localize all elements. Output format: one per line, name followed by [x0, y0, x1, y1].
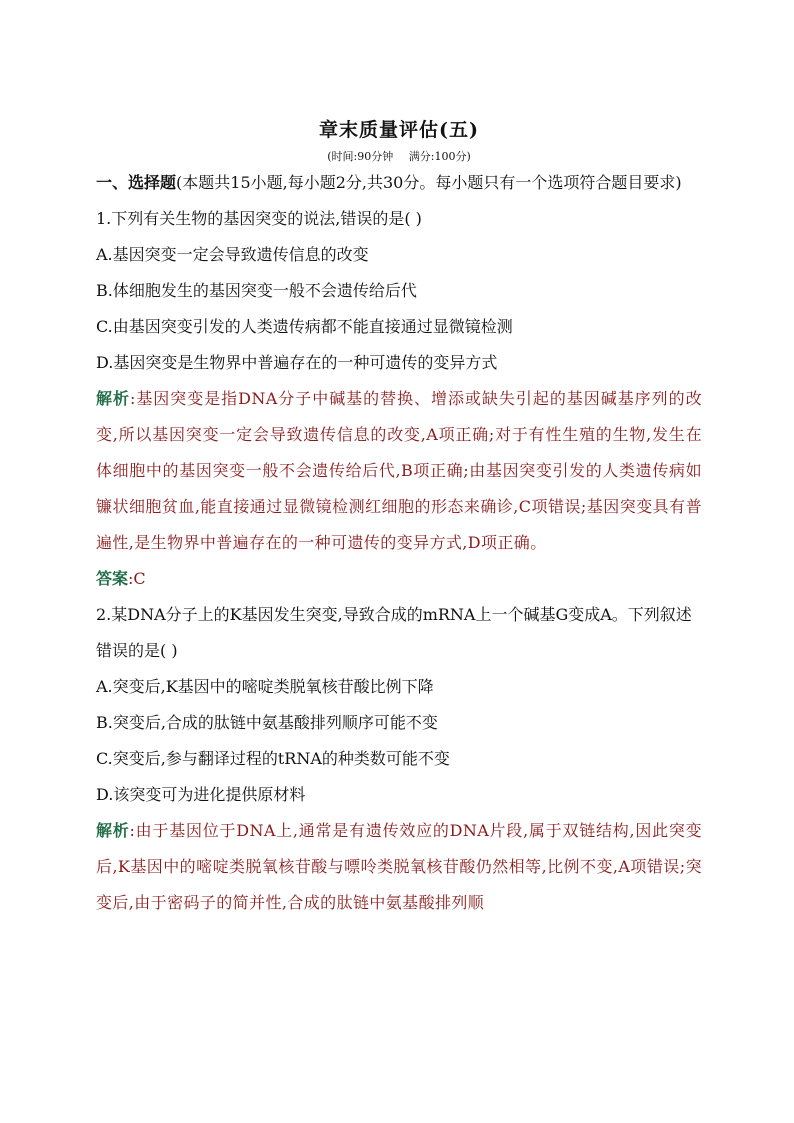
analysis-block: [96, 813, 702, 921]
question-stem: 2.某DNA分子上的K基因发生突变,导致合成的mRNA上一个碱基G变成A。下列叙述错误的是( ): [96, 605, 692, 660]
page-title: 章末质量评估(五): [319, 119, 479, 141]
question-1: [96, 201, 702, 597]
option-a: A.基因突变一定会导致遗传信息的改变: [96, 245, 369, 264]
section-header: [96, 165, 702, 201]
option-c: C.突变后,参与翻译过程的tRNA的种类数可能不变: [96, 749, 450, 768]
question-2: [96, 597, 702, 921]
option-c: C.由基因突变引发的人类遗传病都不能直接通过显微镜检测: [96, 317, 513, 336]
option-a: A.突变后,K基因中的嘧啶类脱氧核苷酸比例下降: [96, 677, 434, 696]
analysis-block: [96, 381, 702, 561]
exam-meta: [96, 149, 702, 165]
document-page: [96, 108, 702, 921]
analysis-label: 解析: [96, 821, 130, 840]
analysis-text: :基因突变是指DNA分子中碱基的替换、增添或缺失引起的基因碱基序列的改变,所以基因突变一定会导致遗传信息的改变,A项正确;对于有性生殖的生物,发生在体细胞中的基因突变一般不会遗传给后代,B项正确;由基因突变引发的人类遗传病如镰状细胞贫血,能直接通过显微镜检测红细胞的形态来确诊,C项错误;基因突变具有普遍性,是生物界中普遍存在的一种可遗传的变异方式,D项正确。: [96, 389, 702, 552]
section-heading: 一、选择题: [96, 173, 177, 192]
option-b: B.突变后,合成的肽链中氨基酸排列顺序可能不变: [96, 713, 438, 732]
option-d: D.基因突变是生物界中普遍存在的一种可遗传的变异方式: [96, 353, 498, 372]
question-stem: 1.下列有关生物的基因突变的说法,错误的是( ): [96, 209, 422, 228]
exam-time: (时间:90分钟: [327, 150, 394, 163]
option-d: D.该突变可为进化提供原材料: [96, 785, 306, 804]
analysis-label: 解析: [96, 389, 130, 408]
option-b: B.体细胞发生的基因突变一般不会遗传给后代: [96, 281, 417, 300]
section-desc: (本题共15小题,每小题2分,共30分。每小题只有一个选项符合题目要求): [176, 173, 682, 192]
exam-score: 满分:100分): [408, 150, 471, 163]
answer-label: 答案: [96, 569, 129, 588]
answer-block: [96, 561, 702, 597]
answer-value: :C: [128, 569, 146, 588]
analysis-text: :由于基因位于DNA上,通常是有遗传效应的DNA片段,属于双链结构,因此突变后,K基因中的嘧啶类脱氧核苷酸与嘌呤类脱氧核苷酸仍然相等,比例不变,A项错误;突变后,由于密码子的简并性,合成的肽链中氨基酸排列顺: [96, 821, 702, 912]
